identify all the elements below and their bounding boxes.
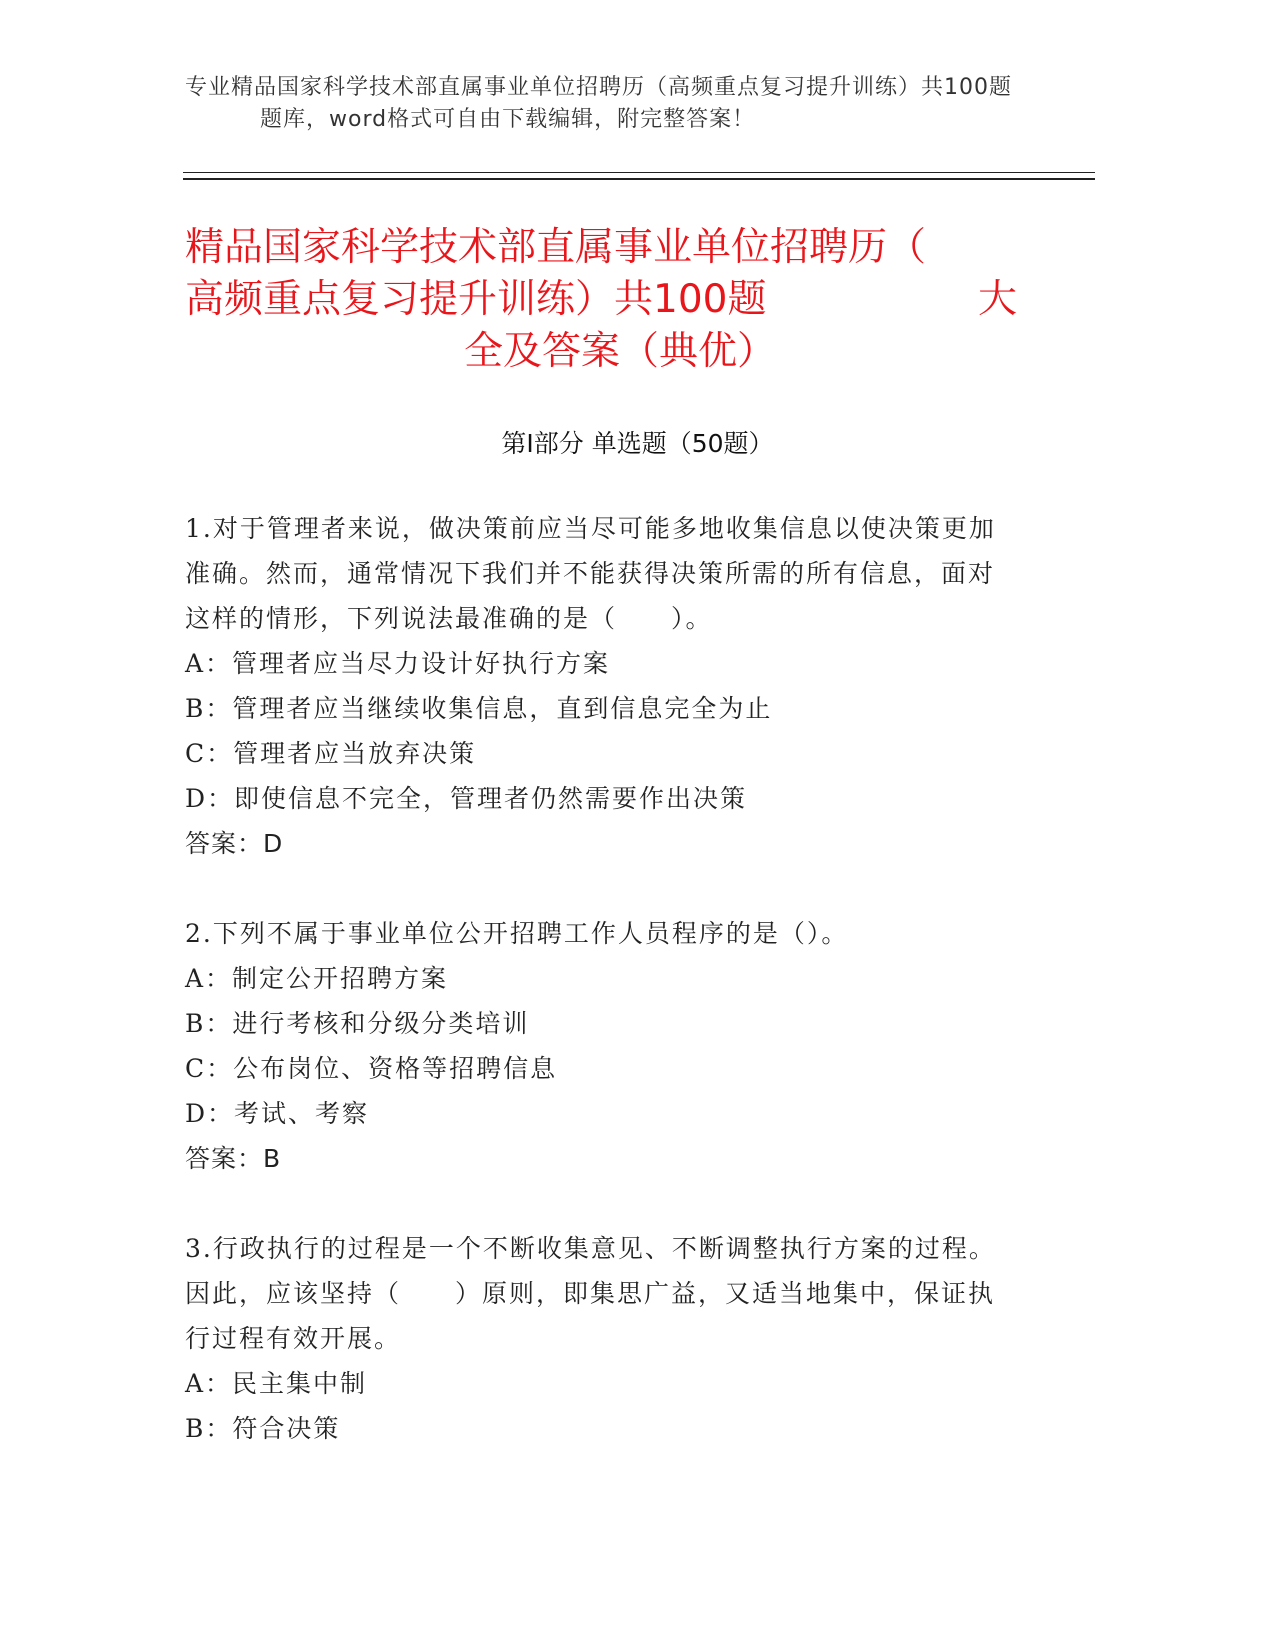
title-line-3: 全及答案（典优）	[463, 329, 776, 374]
question-3	[185, 1226, 1045, 1451]
answer-line: 答案：B	[185, 1144, 282, 1173]
question-stem-line: 因此，应该坚持（ ）原则，即集思广益，又适当地集中，保证执	[185, 1279, 996, 1308]
question-stem-line: 2.下列不属于事业单位公开招聘工作人员程序的是（）。	[185, 919, 849, 948]
header-divider-thin	[183, 172, 1095, 173]
header-line-1: 专业精品国家科学技术部直属事业单位招聘历（高频重点复习提升训练）共100题	[185, 75, 1012, 100]
title-line-2-tail: 大	[978, 277, 1018, 322]
question-stem-line: 3.行政执行的过程是一个不断收集意见、不断调整执行方案的过程。	[185, 1234, 996, 1263]
header-line-2: 题库，word格式可自由下载编辑，附完整答案！	[260, 107, 756, 132]
question-list	[185, 506, 1045, 1451]
question-1	[185, 506, 1045, 866]
question-stem-line: 准确。然而，通常情况下我们并不能获得决策所需的所有信息，面对	[185, 559, 996, 588]
title-line-1: 精品国家科学技术部直属事业单位招聘历（	[185, 225, 927, 270]
question-2	[185, 911, 1045, 1181]
answer-line: 答案：D	[185, 829, 284, 858]
option-a: A：民主集中制	[185, 1369, 368, 1398]
question-stem-line: 这样的情形，下列说法最准确的是（ ）。	[185, 604, 713, 633]
option-a: A：管理者应当尽力设计好执行方案	[185, 649, 611, 678]
option-c: C：公布岗位、资格等招聘信息	[185, 1054, 558, 1083]
option-b: B：进行考核和分级分类培训	[185, 1009, 530, 1038]
section-heading: 第Ⅰ部分 单选题（50题）	[501, 429, 774, 458]
question-stem-line: 1.对于管理者来说，做决策前应当尽可能多地收集信息以使决策更加	[185, 514, 996, 543]
question-spacer	[185, 866, 1045, 911]
header-divider-thick	[183, 178, 1095, 180]
document-title	[185, 222, 1055, 378]
option-c: C：管理者应当放弃决策	[185, 739, 477, 768]
document-header	[185, 72, 1085, 136]
option-b: B：符合决策	[185, 1414, 341, 1443]
title-line-2-text: 高频重点复习提升训练）共100题	[185, 277, 767, 322]
question-stem-line: 行过程有效开展。	[185, 1324, 402, 1353]
option-b: B：管理者应当继续收集信息，直到信息完全为止	[185, 694, 773, 723]
option-a: A：制定公开招聘方案	[185, 964, 449, 993]
option-d: D：考试、考察	[185, 1099, 370, 1128]
title-line-2	[185, 274, 1055, 326]
option-d: D：即使信息不完全，管理者仍然需要作出决策	[185, 784, 748, 813]
question-spacer	[185, 1181, 1045, 1226]
